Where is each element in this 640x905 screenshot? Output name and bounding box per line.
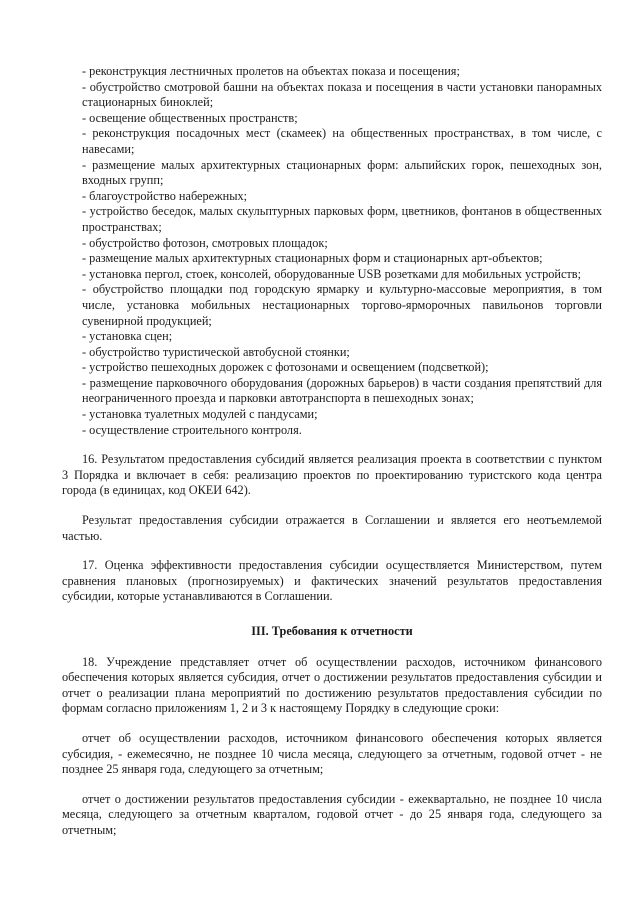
- section-heading: III. Требования к отчетности: [251, 624, 413, 638]
- paragraph-18: 18. Учреждение представляет отчет об осуществлении расходов, источником финансового обеспечения которых является субсидия, отчет о достижении результатов предоставления субсидии и отчет о реализации плана мероприятий по достижению результатов предоставления субсидии по формам согласно приложениям 1, 2 и 3 к настоящему Порядку в следующие сроки:: [62, 654, 602, 716]
- list-item: - благоустройство набережных;: [82, 188, 248, 203]
- paragraph-results-report: отчет о достижении результатов предоставления субсидии - ежеквартально, не позднее 10 числа месяца, следующего за отчетным кварталом, годовой отчет - до 25 января года, следующего за отчетным;: [62, 791, 602, 837]
- paragraph-16: 16. Результатом предоставления субсидий является реализация проекта в соответствии с пунктом 3 Порядка и включает в себя: реализацию проектов по проектированию туристского кода центра города (в единицах, код ОКЕИ 642).: [62, 452, 602, 498]
- document-page: [62, 64, 602, 839]
- list-item: - размещение парковочного оборудования (дорожных барьеров) в части создания препятствий для неограниченного проезда и парковки автотранспорта в пешеходных зонах;: [82, 375, 602, 406]
- list-item: - осуществление строительного контроля.: [82, 422, 302, 437]
- paragraph-expenses-report: отчет об осуществлении расходов, источником финансового обеспечения которых является субсидия, - ежемесячно, не позднее 10 числа месяца, следующего за отчетным, годовой отчет - не позднее 25 января года, следующего за отчетным;: [62, 730, 602, 777]
- paragraph-17: 17. Оценка эффективности предоставления субсидии осуществляется Министерством, путем сравнения плановых (прогнозируемых) и фактических значений результатов предоставления субсидии, которые устанавливаются в Соглашении.: [62, 558, 602, 604]
- list-item: - размещение малых архитектурных стационарных форм: альпийских горок, пешеходных зон, входных групп;: [82, 157, 602, 188]
- list-item: - реконструкция лестничных пролетов на объектах показа и посещения;: [82, 64, 460, 78]
- list-item: - установка туалетных модулей с пандусами;: [82, 407, 318, 422]
- list-item: - установка пергол, стоек, консолей, оборудованные USB розетками для мобильных устройств;: [82, 266, 582, 281]
- list-item: - размещение малых архитектурных стационарных форм и стационарных арт-объектов;: [82, 251, 543, 266]
- list-item: - устройство пешеходных дорожек с фотозонами и освещением (подсветкой);: [82, 360, 489, 375]
- list-item: - обустройство туристической автобусной стоянки;: [82, 344, 350, 359]
- measures-list: [62, 64, 602, 438]
- list-item: - обустройство площадки под городскую ярмарку и культурно-массовые мероприятия, в том числе, установка мобильных нестационарных торгово-ярморочных павильонов торговли сувенирной продукцией;: [82, 282, 602, 328]
- list-item: - установка сцен;: [82, 329, 173, 344]
- list-item: - освещение общественных пространств;: [82, 110, 298, 125]
- list-item: - обустройство фотозон, смотровых площадок;: [82, 235, 328, 250]
- list-item: - обустройство смотровой башни на объектах показа и посещения в части установки панорамных стационарных биноклей;: [82, 79, 602, 110]
- paragraph-result: Результат предоставления субсидии отражается в Соглашении и является его неотъемлемой частью.: [62, 513, 602, 543]
- list-item: - устройство беседок, малых скульптурных парковых форм, цветников, фонтанов в общественных пространствах;: [82, 204, 602, 234]
- list-item: - реконструкция посадочных мест (скамеек) на общественных пространствах, в том числе, с навесами;: [82, 126, 602, 156]
